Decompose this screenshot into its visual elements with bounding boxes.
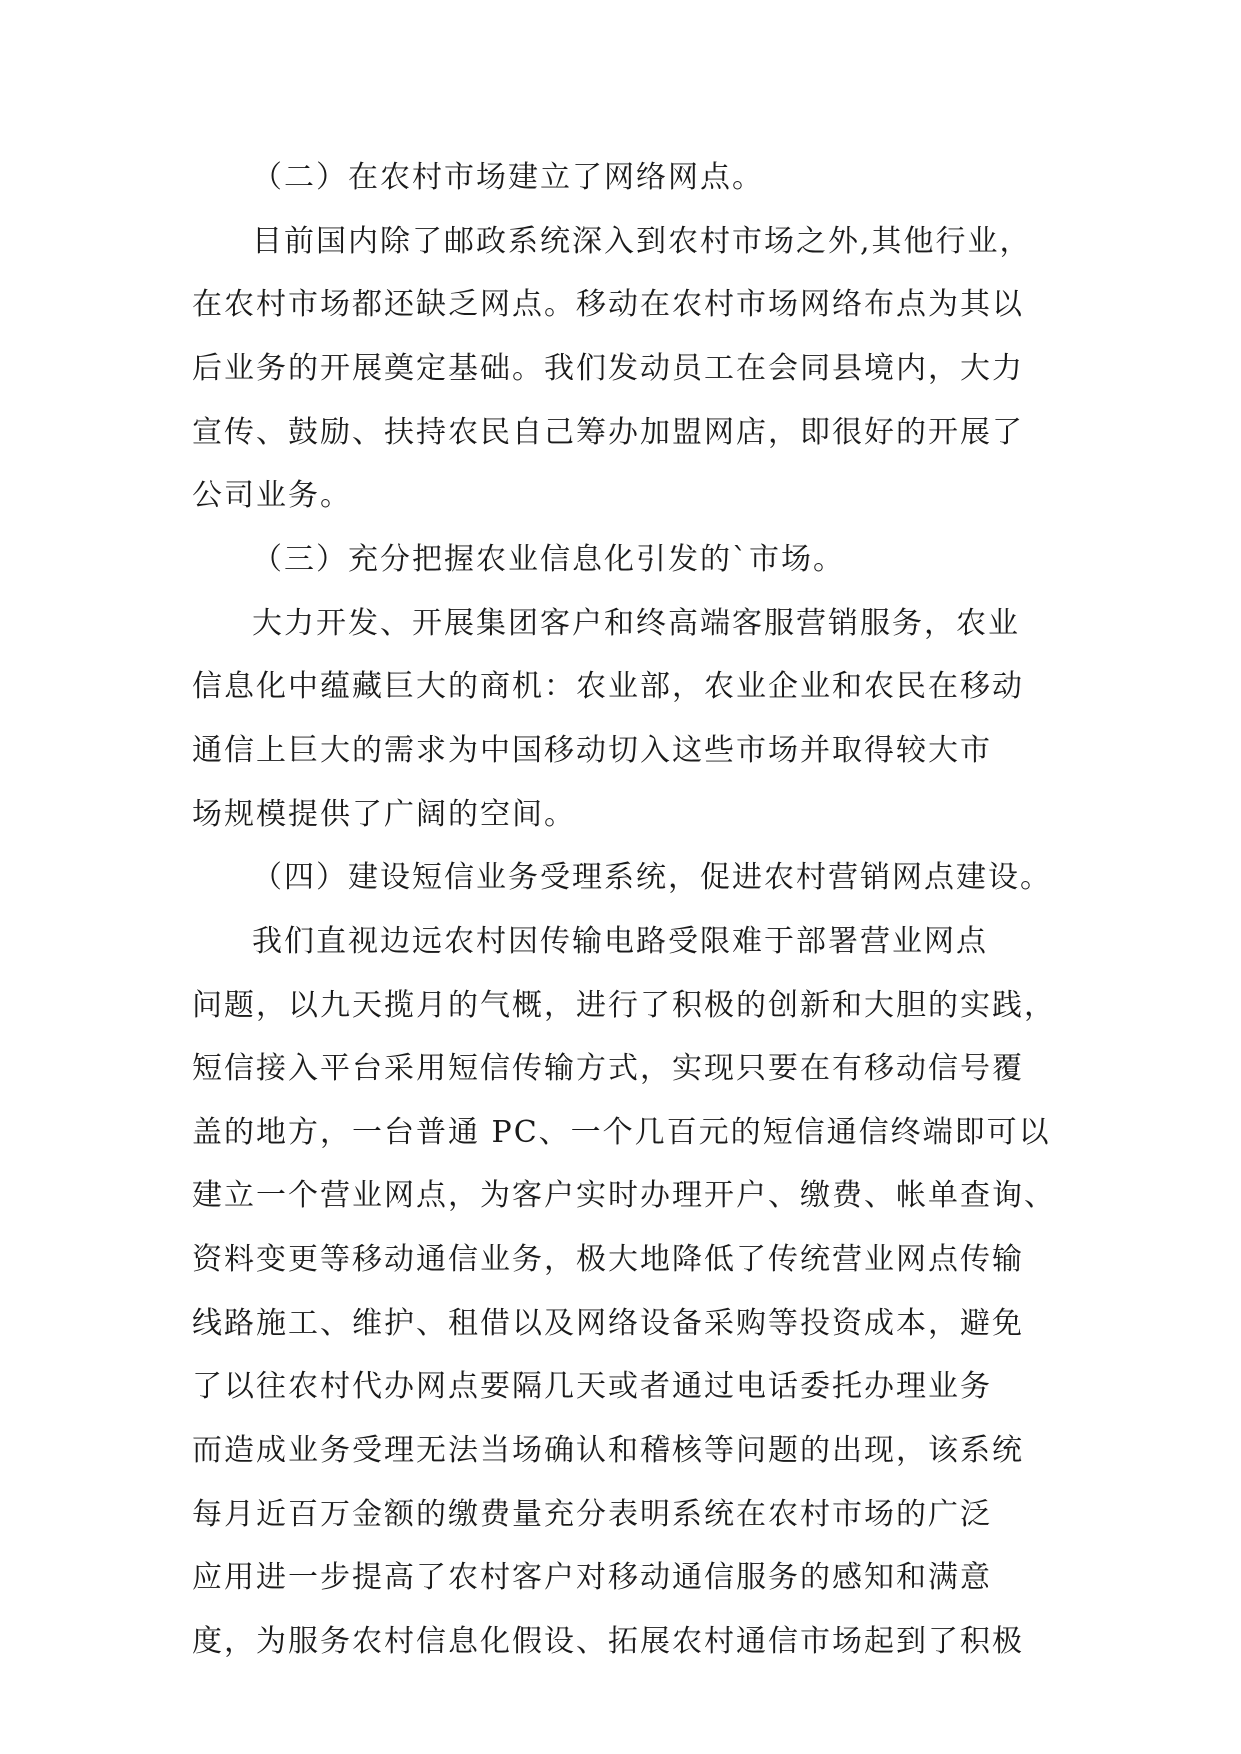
paragraph-line: 而造成业务受理无法当场确认和稽核等问题的出现，该系统 (192, 1433, 1024, 1468)
paragraph-line: 线路施工、维护、租借以及网络设备采购等投资成本，避免 (192, 1306, 1024, 1341)
paragraph-line: 大力开发、开展集团客户和终高端客服营销服务，农业 (252, 606, 1020, 641)
heading-4: （四）建设短信业务受理系统，促进农村营销网点建设。 (252, 860, 1052, 895)
paragraph-line: 在农村市场都还缺乏网点。移动在农村市场网络布点为其以 (192, 287, 1024, 322)
paragraph-line: 通信上巨大的需求为中国移动切入这些市场并取得较大市 (192, 733, 992, 768)
paragraph-line: 问题，以九天揽月的气概，进行了积极的创新和大胆的实践， (192, 988, 1056, 1023)
paragraph-line: 宣传、鼓励、扶持农民自己筹办加盟网店，即很好的开展了 (192, 415, 1024, 450)
heading-3: （三）充分把握农业信息化引发的`市场。 (252, 542, 845, 577)
paragraph-line: 度，为服务农村信息化假设、拓展农村通信市场起到了积极 (192, 1624, 1024, 1659)
paragraph-line: 了以往农村代办网点要隔几天或者通过电话委托办理业务 (192, 1369, 992, 1404)
paragraph-line: 信息化中蕴藏巨大的商机：农业部，农业企业和农民在移动 (192, 669, 1024, 704)
paragraph-line: 目前国内除了邮政系统深入到农村市场之外,其他行业， (252, 224, 1032, 259)
paragraph-line: 场规模提供了广阔的空间。 (192, 797, 576, 832)
paragraph-line: 短信接入平台采用短信传输方式，实现只要在有移动信号覆 (192, 1051, 1024, 1086)
heading-2: （二）在农村市场建立了网络网点。 (252, 160, 764, 195)
paragraph-line: 公司业务。 (192, 478, 352, 513)
paragraph-line: 应用进一步提高了农村客户对移动通信服务的感知和满意 (192, 1560, 992, 1595)
paragraph-line: 我们直视边远农村因传输电路受限难于部署营业网点 (252, 924, 988, 959)
paragraph-line: 每月近百万金额的缴费量充分表明系统在农村市场的广泛 (192, 1497, 992, 1532)
paragraph-line: 资料变更等移动通信业务，极大地降低了传统营业网点传输 (192, 1242, 1024, 1277)
paragraph-line: 盖的地方，一台普通 PC、一个几百元的短信通信终端即可以 (192, 1115, 1051, 1150)
paragraph-line: 后业务的开展奠定基础。我们发动员工在会同县境内，大力 (192, 351, 1024, 386)
paragraph-line: 建立一个营业网点，为客户实时办理开户、缴费、帐单查询、 (192, 1178, 1056, 1213)
